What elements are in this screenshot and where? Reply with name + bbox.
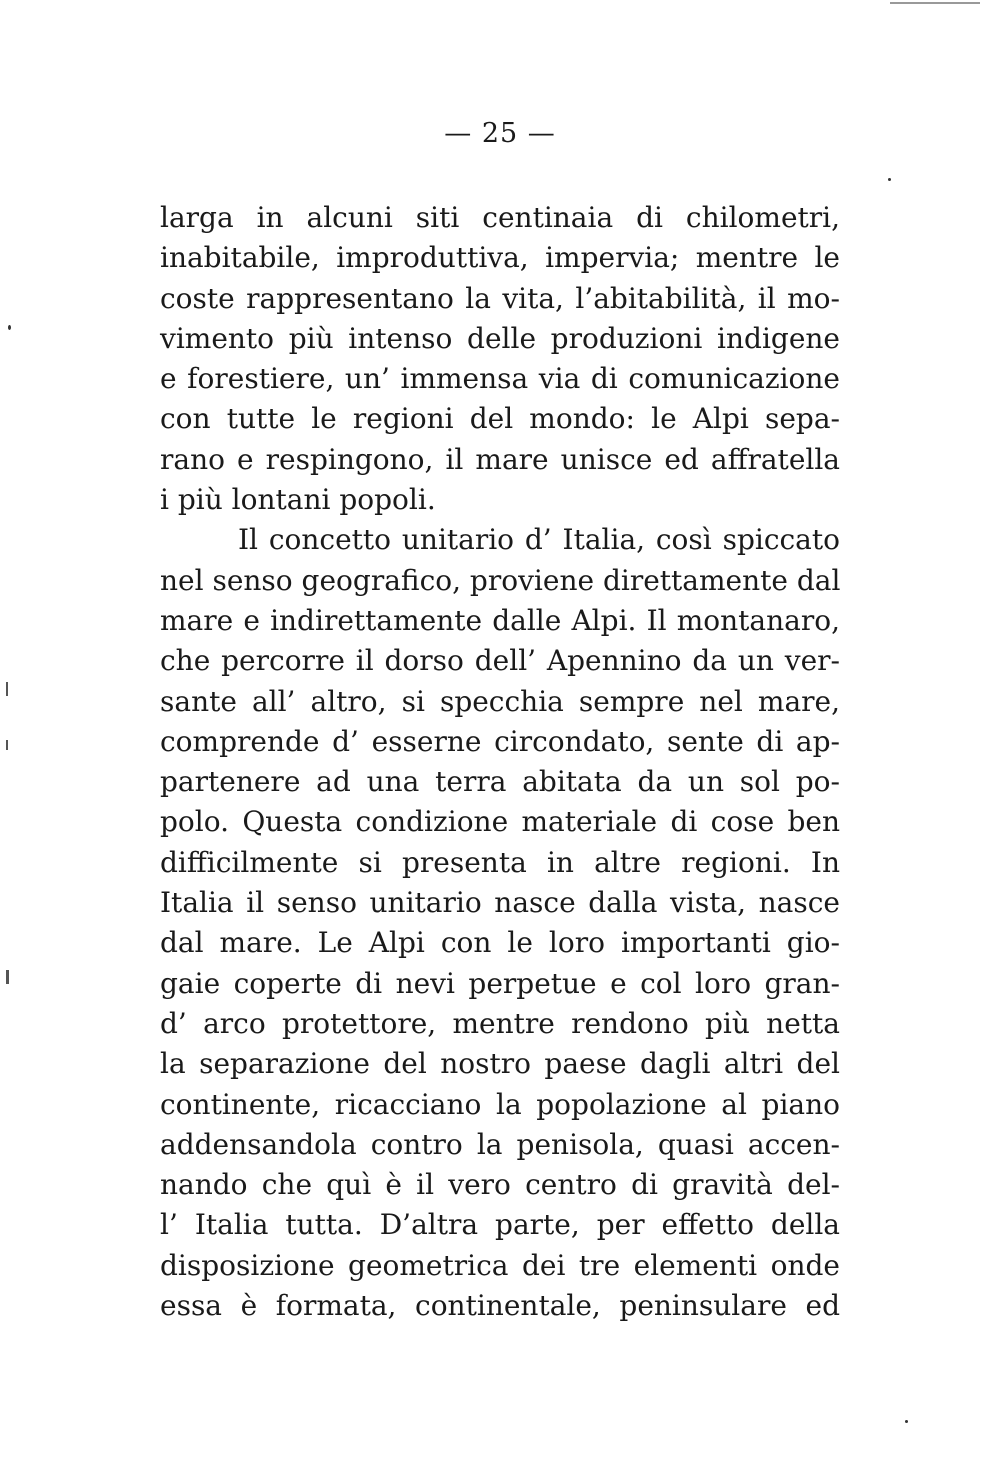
scan-speck bbox=[905, 1420, 908, 1423]
text-line: partenere ad una terra abitata da un sol po- bbox=[160, 765, 840, 799]
text-line: d’ arco protettore, mentre rendono più netta bbox=[160, 1006, 840, 1040]
text-line: dal mare. Le Alpi con le loro importanti gio- bbox=[160, 926, 840, 960]
text-line: sante all’ altro, si specchia sempre nel mare, bbox=[160, 684, 840, 718]
text-line: larga in alcuni siti centinaia di chilometri, bbox=[160, 201, 840, 234]
text-line: la separazione del nostro paese dagli altri del bbox=[160, 1047, 840, 1081]
text-line: vimento più intenso delle produzioni indigene bbox=[160, 321, 840, 355]
text-line: rano e respingono, il mare unisce ed affratella bbox=[160, 442, 840, 476]
text-line: comprende d’ esserne circondato, sente di ap- bbox=[160, 724, 840, 758]
text-line: disposizione geometrica dei tre elementi onde bbox=[160, 1248, 840, 1282]
body-text bbox=[160, 198, 840, 1326]
scan-edge-mark bbox=[6, 682, 8, 696]
scan-speck bbox=[8, 325, 11, 330]
text-line: i più lontani popoli. bbox=[160, 483, 436, 517]
scan-edge-mark bbox=[890, 2, 980, 4]
text-line: addensandola contro la penisola, quasi accen- bbox=[160, 1127, 840, 1161]
text-line: continente, ricacciano la popolazione al piano bbox=[160, 1087, 840, 1121]
text-line: Italia il senso unitario nasce dalla vista, nasce bbox=[160, 886, 840, 920]
scan-edge-mark bbox=[6, 740, 8, 750]
text-line: inabitabile, improduttiva, impervia; mentre le bbox=[160, 241, 840, 275]
text-line: coste rappresentano la vita, l’abitabilità, il mo- bbox=[160, 281, 840, 315]
scan-speck bbox=[888, 178, 891, 181]
text-line: con tutte le regioni del mondo: le Alpi sepa- bbox=[160, 402, 840, 436]
text-line: difficilmente si presenta in altre regioni. In bbox=[160, 845, 840, 879]
scan-edge-mark bbox=[6, 970, 9, 984]
text-line: che percorre il dorso dell’ Apennino da un ver- bbox=[160, 644, 840, 678]
text-line: e forestiere, un’ immensa via di comunicazione bbox=[160, 362, 840, 396]
text-line: nando che quì è il vero centro di gravità del- bbox=[160, 1168, 840, 1202]
text-line: gaie coperte di nevi perpetue e col loro gran- bbox=[160, 966, 840, 1000]
text-line: nel senso geografico, proviene direttamente dal bbox=[160, 563, 841, 597]
text-line: Il concetto unitario d’ Italia, così spiccato bbox=[238, 523, 840, 557]
text-line: l’ Italia tutta. D’altra parte, per effetto della bbox=[160, 1208, 840, 1242]
text-line: essa è formata, continentale, peninsulare ed bbox=[160, 1289, 840, 1323]
page-number: — 25 — bbox=[444, 118, 556, 149]
text-line: polo. Questa condizione materiale di cose ben bbox=[160, 805, 840, 839]
text-line: mare e indirettamente dalle Alpi. Il montanaro, bbox=[160, 603, 840, 637]
